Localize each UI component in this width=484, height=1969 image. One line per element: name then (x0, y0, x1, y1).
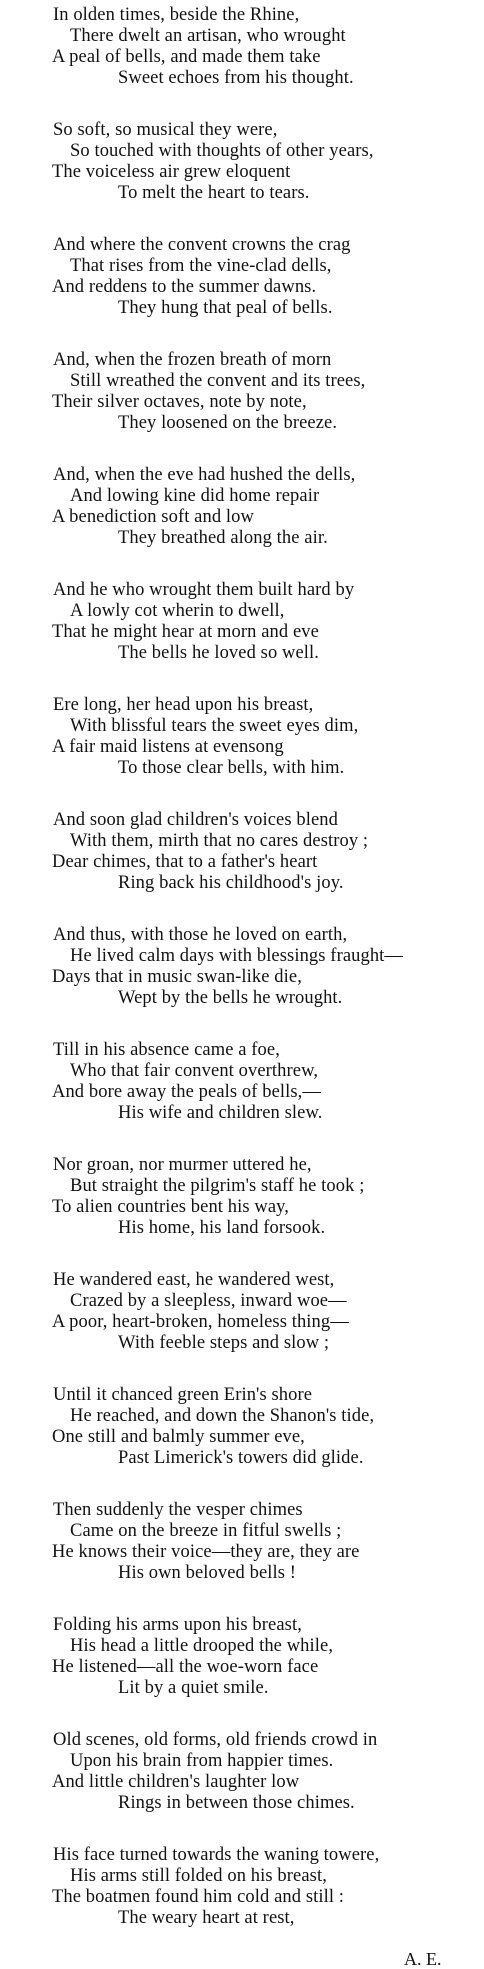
poem-line: But straight the pilgrim's staff he took ; (70, 1176, 365, 1196)
poem-line: A fair maid listens at evensong (52, 737, 284, 757)
poem-line: Wept by the bells he wrought. (118, 988, 343, 1008)
stanza-5 (0, 464, 484, 579)
poem-line: A benediction soft and low (52, 507, 254, 527)
poem-line: Ere long, her head upon his breast, (53, 695, 314, 715)
stanza-11 (0, 1154, 484, 1269)
poem-line: So soft, so musical they were, (53, 120, 278, 140)
poem (0, 4, 484, 1959)
poem-line: With them, mirth that no cares destroy ; (70, 831, 369, 851)
poem-line: In olden times, beside the Rhine, (53, 5, 300, 25)
poem-line: Their silver octaves, note by note, (52, 392, 307, 412)
poem-line: He knows their voice—they are, they are (52, 1542, 360, 1562)
poem-line: So touched with thoughts of other years, (70, 141, 374, 161)
poem-line: And where the convent crowns the crag (53, 235, 351, 255)
poem-line: Nor groan, nor murmer uttered he, (53, 1155, 312, 1175)
stanza-12 (0, 1269, 484, 1384)
poem-line: Crazed by a sleepless, inward woe— (70, 1291, 347, 1311)
stanza-4 (0, 349, 484, 464)
poem-line: A peal of bells, and made them take (52, 47, 321, 67)
stanza-3 (0, 234, 484, 349)
poem-line: And soon glad children's voices blend (53, 810, 338, 830)
poem-line: His wife and children slew. (118, 1103, 323, 1123)
poem-line: His head a little drooped the while, (70, 1636, 334, 1656)
poem-line: He lived calm days with blessings fraught— (70, 946, 404, 966)
poem-line: Past Limerick's towers did glide. (118, 1448, 364, 1468)
poem-line: Rings in between those chimes. (118, 1793, 355, 1813)
poem-line: His arms still folded on his breast, (70, 1866, 327, 1886)
poem-line: He reached, and down the Shanon's tide, (70, 1406, 375, 1426)
poem-line: To melt the heart to tears. (118, 183, 310, 203)
poem-line: And reddens to the summer dawns. (52, 277, 317, 297)
poem-line: And lowing kine did home repair (70, 486, 320, 506)
poem-line: They breathed along the air. (118, 528, 328, 548)
poem-line: A poor, heart-broken, homeless thing— (52, 1312, 349, 1332)
poem-line: And he who wrought them built hard by (53, 580, 355, 600)
poem-line: Who that fair convent overthrew, (70, 1061, 319, 1081)
stanza-15 (0, 1614, 484, 1729)
poem-line: The weary heart at rest, (118, 1908, 295, 1928)
stanza-7 (0, 694, 484, 809)
poem-line: Ring back his childhood's joy. (118, 873, 344, 893)
poem-line: Until it chanced green Erin's shore (53, 1385, 313, 1405)
poem-line: His face turned towards the waning towere, (53, 1845, 380, 1865)
poem-line: And, when the frozen breath of morn (53, 350, 332, 370)
poem-line: They hung that peal of bells. (118, 298, 333, 318)
poem-line: Then suddenly the vesper chimes (53, 1500, 303, 1520)
poem-line: They loosened on the breeze. (118, 413, 338, 433)
poem-line: And bore away the peals of bells,— (52, 1082, 322, 1102)
poem-line: To alien countries bent his way, (52, 1197, 290, 1217)
stanza-9 (0, 924, 484, 1039)
stanza-17 (0, 1844, 484, 1959)
stanza-13 (0, 1384, 484, 1499)
poem-line: With feeble steps and slow ; (118, 1333, 330, 1353)
poem-line: The boatmen found him cold and still : (52, 1887, 345, 1907)
stanza-8 (0, 809, 484, 924)
poem-line: Old scenes, old forms, old friends crowd in (53, 1730, 378, 1750)
poem-line: Till in his absence came a foe, (53, 1040, 280, 1060)
poem-line: Folding his arms upon his breast, (53, 1615, 302, 1635)
stanza-10 (0, 1039, 484, 1154)
poem-line: There dwelt an artisan, who wrought (70, 26, 346, 46)
poem-line: Still wreathed the convent and its trees, (70, 371, 366, 391)
stanza-6 (0, 579, 484, 694)
author-signature: A. E. (404, 1949, 442, 1969)
stanza-2 (0, 119, 484, 234)
poem-line: That rises from the vine-clad dells, (70, 256, 332, 276)
poem-line: That he might hear at morn and eve (52, 622, 319, 642)
poem-line: Dear chimes, that to a father's heart (52, 852, 318, 872)
poem-line: To those clear bells, with him. (118, 758, 345, 778)
poem-line: He wandered east, he wandered west, (53, 1270, 335, 1290)
poem-line: Days that in music swan-like die, (52, 967, 302, 987)
poem-line: Lit by a quiet smile. (118, 1678, 269, 1698)
poem-line: A lowly cot wherin to dwell, (70, 601, 285, 621)
poem-line: And, when the eve had hushed the dells, (53, 465, 356, 485)
stanza-1 (0, 4, 484, 119)
poem-line: He listened—all the woe-worn face (52, 1657, 319, 1677)
poem-line: The bells he loved so well. (118, 643, 320, 663)
stanza-14 (0, 1499, 484, 1614)
poem-line: With blissful tears the sweet eyes dim, (70, 716, 359, 736)
stanza-16 (0, 1729, 484, 1844)
poem-line: The voiceless air grew eloquent (52, 162, 291, 182)
poem-line: One still and balmly summer eve, (52, 1427, 305, 1447)
poem-line: Upon his brain from happier times. (70, 1751, 334, 1771)
poem-line: His home, his land forsook. (118, 1218, 326, 1238)
poem-line: Sweet echoes from his thought. (118, 68, 354, 88)
poem-line: Came on the breeze in fitful swells ; (70, 1521, 342, 1541)
poem-line: And thus, with those he loved on earth, (53, 925, 348, 945)
poem-line: And little children's laughter low (52, 1772, 300, 1792)
poem-line: His own beloved bells ! (118, 1563, 297, 1583)
